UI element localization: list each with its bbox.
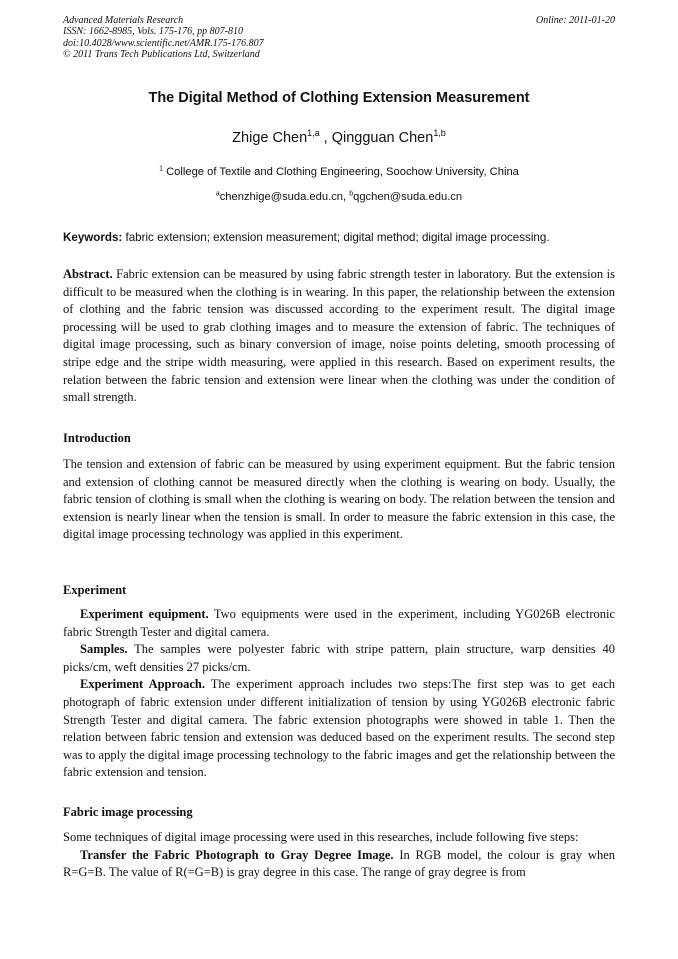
keywords-text: fabric extension; extension measurement; digital method; digital image processing. bbox=[122, 231, 550, 244]
experiment-approach-text: The experiment approach includes two steps:The first step was to get each photograph of fabric extension under different initialization of tension by using YG026B electronic fabric Strength Tester and digital camera. The fabric extension photographs were showed in table 1. Then the relation between fabric tension and extension was deduced based on the experiment results. The second step was to apply the digital image processing technology to the fabric images and get the relationship between the fabric extension and tension. bbox=[63, 677, 615, 780]
doi-line: doi:10.4028/www.scientific.net/AMR.175-176.807 bbox=[63, 37, 264, 49]
paper-title: The Digital Method of Clothing Extension Measurement bbox=[148, 90, 530, 106]
email-b-marker: b bbox=[349, 190, 354, 198]
fabric-image-processing-heading: Fabric image processing bbox=[63, 805, 193, 819]
introduction-text: The tension and extension of fabric can be measured by using experiment equipment. But the fabric tension and extension of clothing cannot be measured directly when the clothing is wearing on body. Usually, the fabric tension of clothing is small when the clothing is wearing on body. The relation between the tension and extension is nearly linear when the tension is small. In order to measure the fabric extension in this case, the digital image processing technology was applied in this experiment. bbox=[63, 457, 615, 542]
author-separator: , bbox=[319, 130, 332, 146]
affiliation-text: College of Textile and Clothing Engineering, Soochow University, China bbox=[162, 166, 519, 178]
abstract-text: Fabric extension can be measured by using fabric strength tester in laboratory. But the extension is difficult to be measured when the clothing is in wearing. In this paper, the relationship between the extension of clothing and the fabric tension was discussed according to the experiment result. The digital image processing will be used to grab clothing images and to measure the extension of fabric. The techniques of digital image processing, such as binary conversion of image, noise points deleting, smooth processing of stripe edge and the stripe width measuring, were applied in this research. Based on experiment results, the relation between the fabric tension and extension were linear when the clothing was under the condition of small strength. bbox=[63, 267, 615, 405]
experiment-approach-paragraph bbox=[63, 676, 615, 782]
gray-degree-label: Transfer the Fabric Photograph to Gray Degree Image. bbox=[80, 847, 394, 862]
experiment-approach-label: Experiment Approach. bbox=[80, 677, 205, 692]
email-line bbox=[0, 191, 678, 203]
author-1: Zhige Chen bbox=[232, 130, 308, 146]
abstract bbox=[63, 266, 615, 407]
experiment-equipment-paragraph bbox=[63, 606, 615, 641]
journal-header bbox=[63, 15, 615, 61]
author-2: Qingguan Chen bbox=[331, 130, 434, 146]
online-date: Online: 2011-01-20 bbox=[536, 15, 615, 26]
gray-degree-text: In RGB model, the colour is gray when R=G=B. The value of R(=G=B) is gray degree in this case. The range of gray degree is from bbox=[63, 847, 615, 880]
abstract-label: Abstract. bbox=[63, 267, 113, 281]
journal-name: Advanced Materials Research bbox=[63, 15, 184, 26]
fabric-image-processing-intro: Some techniques of digital image processing were used in this researches, include following five steps: bbox=[63, 830, 579, 844]
copyright-line: © 2011 Trans Tech Publications Ltd, Switzerland bbox=[63, 49, 260, 61]
affiliation-marker: 1 bbox=[159, 165, 163, 173]
introduction-heading: Introduction bbox=[63, 431, 131, 445]
author-1-affil: 1,a bbox=[307, 128, 320, 139]
experiment-body bbox=[63, 606, 615, 782]
experiment-heading: Experiment bbox=[63, 583, 127, 597]
issn-line: ISSN: 1662-8985, Vols. 175-176, pp 807-810 bbox=[63, 26, 243, 38]
samples-paragraph bbox=[63, 641, 615, 676]
experiment-equipment-text: Two equipments were used in the experiment, including YG026B electronic fabric Strength Tester and digital camera. bbox=[63, 607, 616, 639]
samples-text: The samples were polyester fabric with stripe pattern, plain structure, warp densities 40 picks/cm, weft densities 27 picks/cm. bbox=[63, 642, 615, 674]
experiment-equipment-label: Experiment equipment. bbox=[80, 607, 209, 621]
author-line bbox=[0, 130, 678, 146]
email-b: qgchen@suda.edu.cn bbox=[353, 191, 463, 203]
author-2-affil: 1,b bbox=[433, 128, 446, 139]
affiliation bbox=[0, 166, 678, 178]
gray-degree-paragraph bbox=[63, 847, 615, 882]
email-a: chenzhige@suda.edu.cn bbox=[219, 191, 344, 203]
fabric-image-processing-body bbox=[63, 829, 615, 882]
keywords-label: Keywords: bbox=[63, 231, 123, 244]
samples-label: Samples. bbox=[80, 642, 128, 657]
email-a-marker: a bbox=[215, 190, 220, 198]
email-separator: , bbox=[343, 191, 350, 203]
keywords bbox=[63, 231, 615, 244]
